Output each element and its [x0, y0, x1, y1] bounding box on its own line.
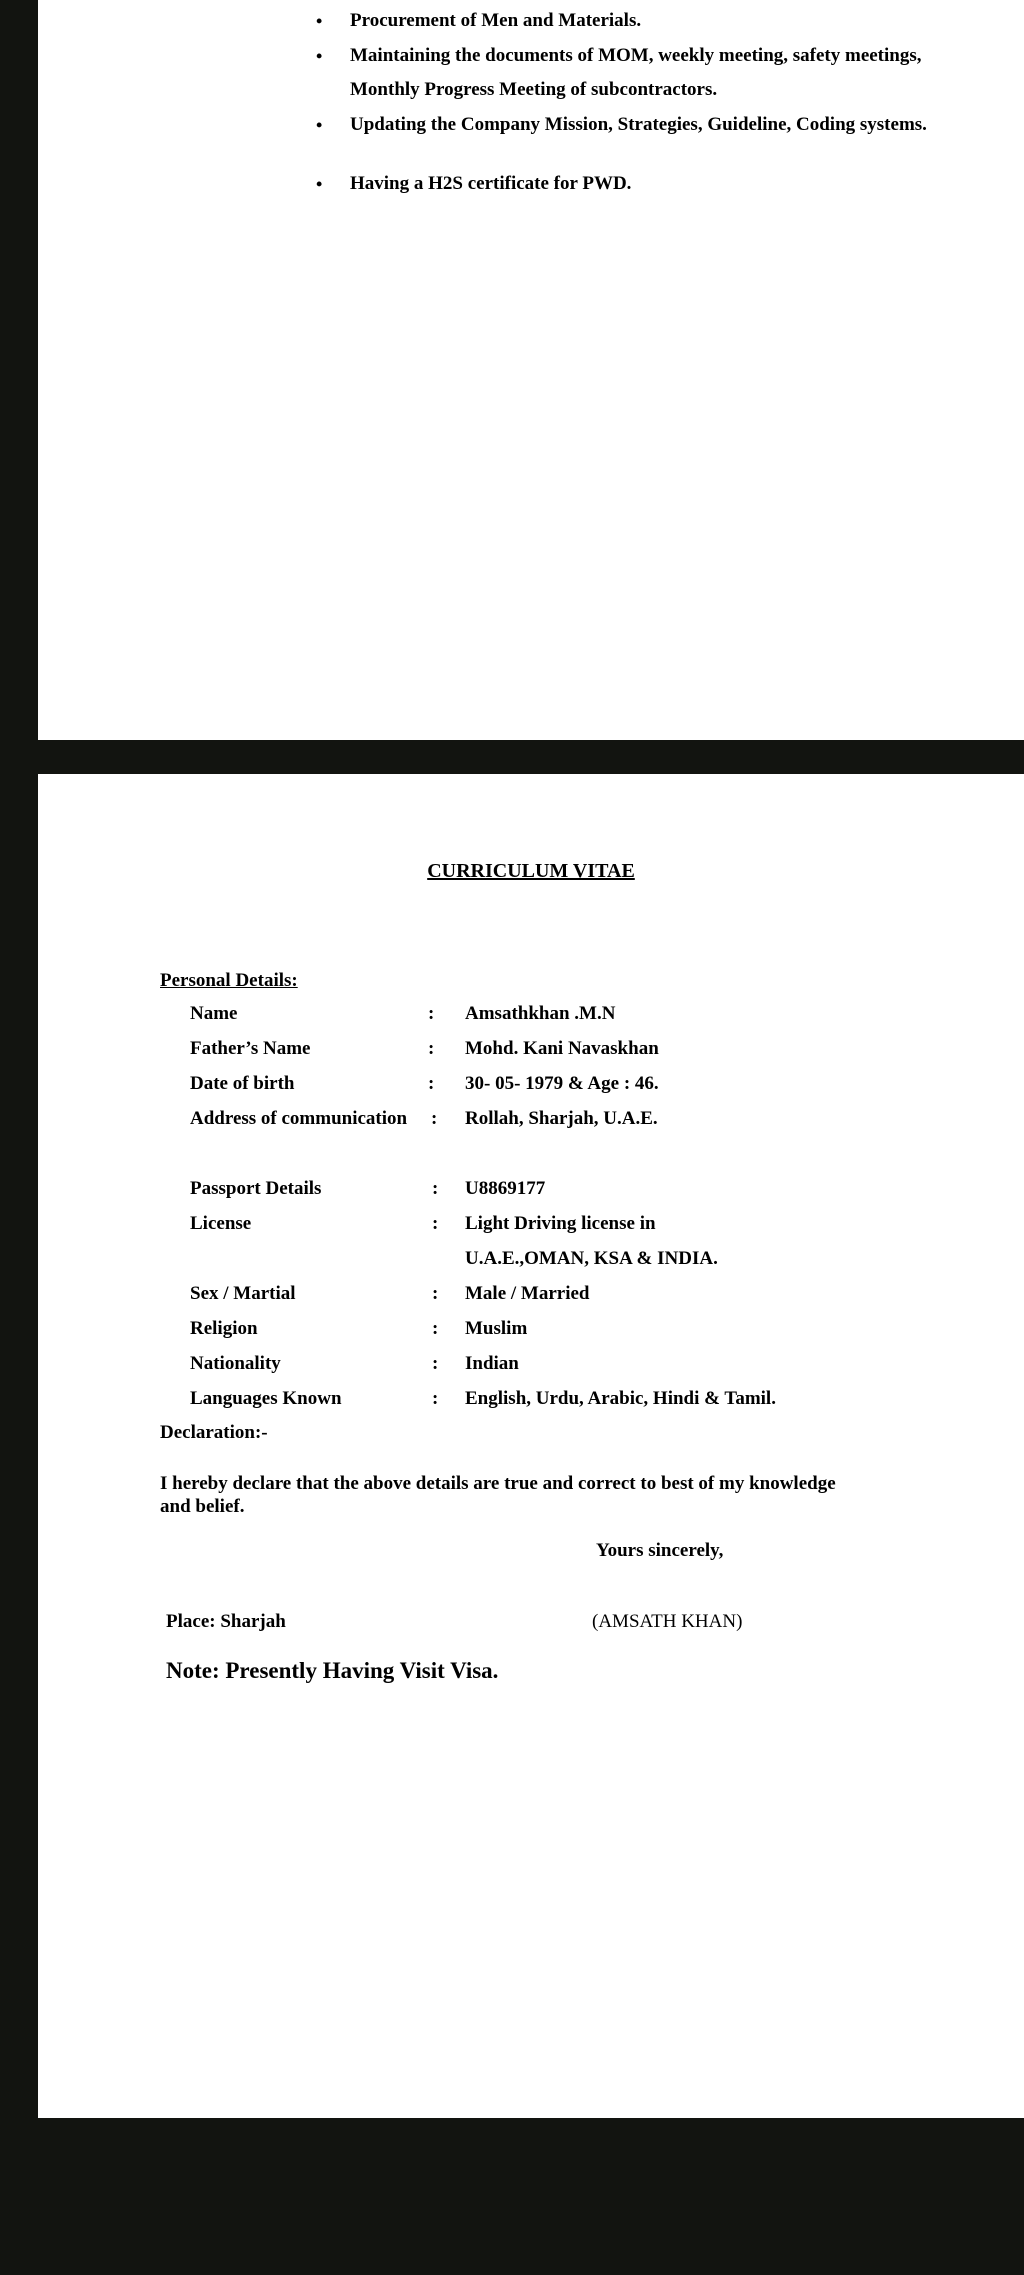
- detail-colon: :: [432, 1388, 439, 1409]
- list-item-text: Procurement of Men and Materials.: [350, 10, 642, 31]
- detail-label: Languages Known: [190, 1388, 342, 1409]
- detail-label: Father’s Name: [190, 1038, 311, 1059]
- list-item: [316, 167, 950, 201]
- detail-row-religion: [38, 1318, 1024, 1352]
- detail-label: Date of birth: [190, 1073, 295, 1094]
- detail-label: Nationality: [190, 1353, 281, 1374]
- detail-value: Mohd. Kani Navaskhan: [465, 1038, 659, 1059]
- detail-row-name: [38, 1003, 1024, 1037]
- declaration-heading: Declaration:-: [160, 1422, 268, 1443]
- detail-row-date-of-birth: [38, 1073, 1024, 1107]
- bullet-icon: •: [316, 46, 323, 66]
- signature-name: (AMSATH KHAN): [592, 1611, 743, 1632]
- list-item-text: Updating the Company Mission, Strategies, Guideline, Coding systems.: [350, 114, 927, 135]
- closing-salutation: Yours sincerely,: [596, 1540, 724, 1561]
- detail-value: Light Driving license in: [465, 1213, 656, 1234]
- detail-value: 30- 05- 1979 & Age : 46.: [465, 1073, 659, 1094]
- place-label: Place: Sharjah: [166, 1611, 286, 1632]
- detail-row-license-continued: [38, 1248, 1024, 1282]
- detail-colon: :: [432, 1318, 439, 1339]
- detail-label: Sex / Martial: [190, 1283, 296, 1304]
- detail-label: Name: [190, 1003, 238, 1024]
- visa-note: Note: Presently Having Visit Visa.: [166, 1658, 499, 1683]
- list-item-text: Maintaining the documents of MOM, weekly meeting, safety meetings, Monthly Progress Meeting of subcontractors.: [350, 45, 922, 100]
- page-title: CURRICULUM VITAE: [427, 860, 635, 882]
- detail-row-passport: [38, 1178, 1024, 1212]
- detail-colon: :: [432, 1178, 439, 1199]
- detail-value: Indian: [465, 1353, 519, 1374]
- detail-label: License: [190, 1213, 252, 1234]
- list-item-text: Having a H2S certificate for PWD.: [350, 173, 632, 194]
- detail-value: Muslim: [465, 1318, 528, 1339]
- detail-colon: :: [428, 1003, 435, 1024]
- bullet-icon: •: [316, 174, 323, 194]
- list-item: [316, 4, 950, 38]
- detail-colon: :: [432, 1283, 439, 1304]
- detail-row-license: [38, 1213, 1024, 1247]
- detail-label: Religion: [190, 1318, 258, 1339]
- detail-value: U.A.E.,OMAN, KSA & INDIA.: [465, 1248, 718, 1269]
- detail-label: Passport Details: [190, 1178, 322, 1199]
- detail-value: Rollah, Sharjah, U.A.E.: [465, 1108, 658, 1129]
- list-item: [316, 114, 950, 136]
- detail-row-nationality: [38, 1353, 1024, 1387]
- detail-row-fathers-name: [38, 1038, 1024, 1072]
- detail-colon: :: [431, 1108, 438, 1129]
- document-page-2: [38, 774, 1024, 2118]
- detail-row-languages: [38, 1388, 1024, 1422]
- detail-value: Male / Married: [465, 1283, 590, 1304]
- detail-row-address: [38, 1108, 1024, 1142]
- detail-colon: :: [428, 1038, 435, 1059]
- detail-colon: :: [432, 1213, 439, 1234]
- bullet-icon: •: [316, 115, 323, 135]
- bullet-icon: •: [316, 11, 323, 31]
- detail-row-sex-marital: [38, 1283, 1024, 1317]
- detail-value: U8869177: [465, 1178, 546, 1199]
- list-item: [316, 39, 950, 107]
- detail-value: English, Urdu, Arabic, Hindi & Tamil.: [465, 1388, 776, 1409]
- personal-details-heading: Personal Details:: [160, 970, 298, 991]
- declaration-text: I hereby declare that the above details are true and correct to best of my knowledge and belief.: [160, 1473, 836, 1517]
- detail-colon: :: [432, 1353, 439, 1374]
- document-page-1: [38, 0, 1024, 740]
- detail-label: Address of communication: [190, 1108, 408, 1129]
- detail-colon: :: [428, 1073, 435, 1094]
- detail-value: Amsathkhan .M.N: [465, 1003, 616, 1024]
